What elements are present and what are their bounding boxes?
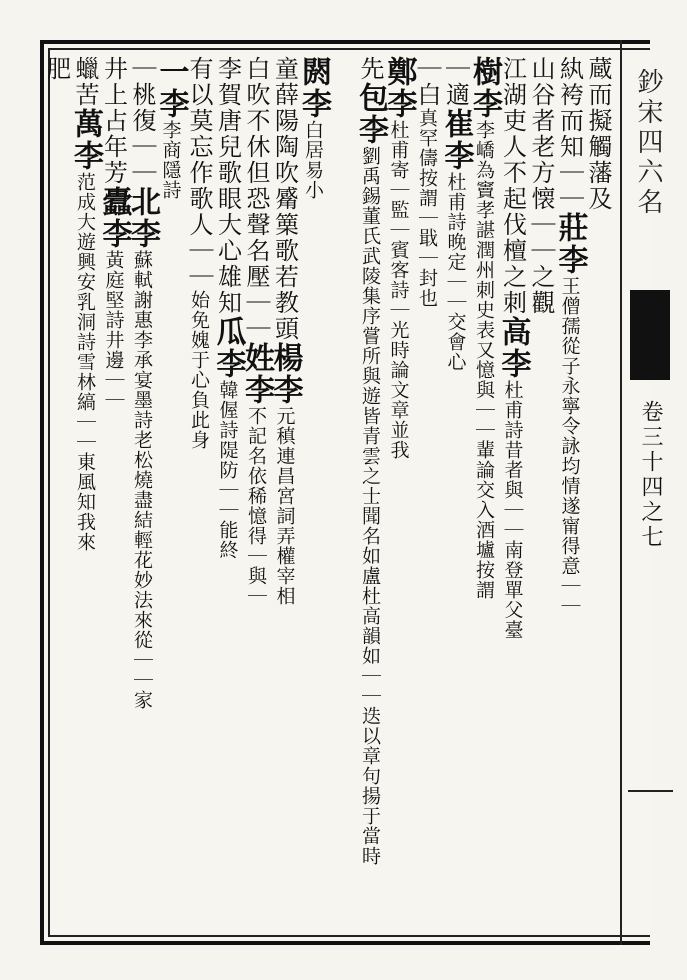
- text-column: [210, 56, 246, 926]
- entry-heading: 包李: [353, 82, 388, 146]
- text-column: [438, 56, 474, 926]
- entry-annotation: 杜甫詩晚定｜｜交會心: [444, 172, 467, 372]
- column-text: ｜白: [413, 56, 441, 108]
- text-column: [527, 56, 556, 926]
- entry-annotation: 始免媿于心負此身: [188, 290, 210, 450]
- entry-annotation: 范成大遊興安乳洞詩雪林縞｜｜東風知我來: [74, 172, 96, 552]
- entry-heading: 瓜李: [210, 316, 246, 380]
- entry-heading: 姓李: [239, 342, 274, 406]
- entry-heading: 北李: [125, 186, 160, 250]
- entry-heading: 崔李: [438, 108, 474, 172]
- entry-annotation: 王僧孺從子永寧令詠均情遂甯得意｜｜: [558, 276, 581, 616]
- entry-annotation: 杜甫寄｜監｜賓客詩｜光時論文章並我: [387, 120, 410, 460]
- entry-heading: 鄭李: [381, 56, 417, 120]
- column-text: ｜適: [441, 56, 470, 108]
- entry-annotation: 白居易小: [302, 120, 324, 200]
- text-column: [552, 56, 588, 926]
- entry-heading: 一李: [153, 56, 189, 120]
- text-column: [584, 56, 613, 926]
- text-column: [267, 56, 303, 926]
- entry-annotation: 杜甫詩昔者與｜｜南登單父臺: [501, 380, 524, 640]
- fold-title: 鈔宋四六名: [633, 68, 663, 218]
- entry-annotation: 韓偓詩隄防｜｜能終: [216, 380, 239, 560]
- entry-heading: 萬李: [68, 108, 103, 172]
- text-column: [68, 56, 103, 926]
- column-text: 井上占年芳: [99, 56, 128, 186]
- text-column: [327, 56, 356, 926]
- column-text: 李賀唐兒歌眼大心雄知: [213, 56, 242, 316]
- entry-annotation: 蘇軾謝惠李承宴墨詩老松燒盡結輕花妙法來從｜｜家: [131, 250, 153, 710]
- text-column: [96, 56, 132, 926]
- entry-annotation: 李嶠為竇孝諶潤州刺史表又憶與｜｜輩論交入酒壚按謂: [473, 120, 495, 600]
- column-text: 蔵而擬觸藩及: [584, 56, 612, 212]
- fold-rule: [628, 790, 673, 792]
- frame-rule-top: [48, 48, 650, 50]
- entry-annotation: 元稹連昌宮詞弄權宰相: [273, 406, 296, 606]
- frame-rule-bottom: [48, 935, 650, 937]
- column-text: 紈袴而知｜｜: [555, 56, 584, 212]
- text-column: [495, 56, 531, 926]
- column-text: 山谷者老方懐｜｜之觀: [527, 56, 555, 316]
- column-text: ｜桃復｜｜: [128, 56, 156, 186]
- text-column: [42, 56, 71, 926]
- entry-annotation: 黃庭堅詩井邊｜｜: [102, 250, 125, 410]
- text-column: [296, 56, 331, 926]
- column-text: 有以莫忘作歌人｜｜: [185, 56, 213, 290]
- entry-heading: 蠹李: [96, 186, 132, 250]
- entry-heading: 莊李: [552, 212, 588, 276]
- column-text: 白吹不休但恐聲名壓｜｜: [242, 56, 270, 342]
- fold-black-block: [630, 290, 670, 380]
- column-text: 蠟苦: [71, 56, 99, 108]
- text-column: [413, 56, 442, 926]
- text-column: [239, 56, 274, 926]
- entry-annotation: 李商隱詩: [159, 120, 182, 200]
- text-column: [153, 56, 189, 926]
- entry-heading: 高李: [495, 316, 531, 380]
- column-text: 江湖吏人不起伐檀之刺: [498, 56, 527, 316]
- text-column: [467, 56, 502, 926]
- column-text: 童薛陽陶吹觱篥歌若教頭: [270, 56, 299, 342]
- fold-volume-number: 卷三十四之七: [638, 400, 663, 550]
- entry-heading: 樹李: [467, 56, 502, 120]
- text-column: [185, 56, 214, 926]
- text-column: [381, 56, 417, 926]
- column-text: 先: [356, 56, 384, 82]
- entry-annotation: 真罕儔按謂｜戢｜封也: [416, 108, 438, 308]
- entry-heading: 閼李: [296, 56, 331, 120]
- entry-annotation: 劉禹錫董氏武陵集序嘗所與遊皆青雲之士聞名如盧杜高韻如｜｜迭以章句揚于當時: [359, 146, 381, 866]
- entry-heading: 楊李: [267, 342, 303, 406]
- text-column: [353, 56, 388, 926]
- entry-annotation: 不記名依稀憶得｜與｜: [245, 406, 267, 606]
- column-text: 肥: [42, 56, 71, 82]
